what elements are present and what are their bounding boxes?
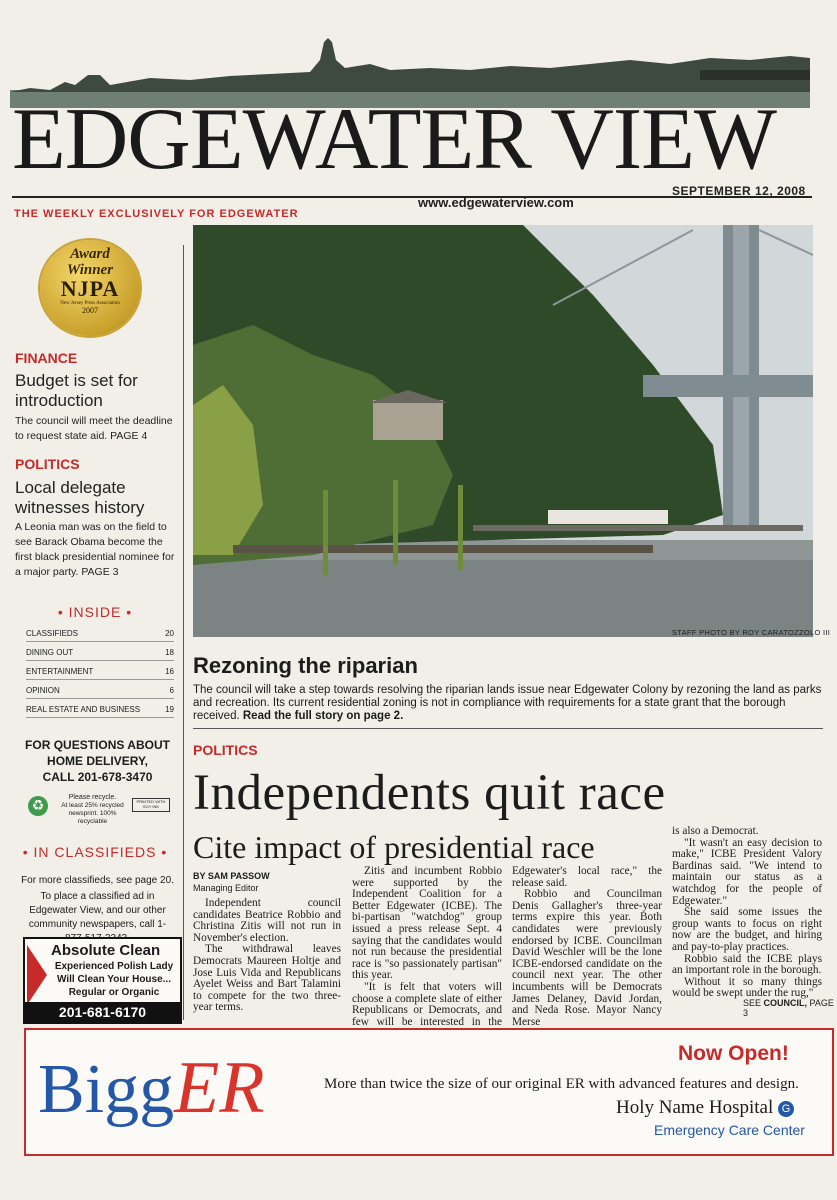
story-section: POLITICS xyxy=(193,742,258,758)
column-divider xyxy=(183,245,184,1020)
inside-item-page: 6 xyxy=(169,686,174,695)
delivery-line3: CALL 201-678-3470 xyxy=(42,770,153,784)
inside-item-label: OPINION xyxy=(26,686,60,695)
hospital-ad[interactable] xyxy=(24,1028,834,1156)
see-prefix: SEE xyxy=(743,998,762,1008)
classifieds-body1: For more classifieds, see page 20. xyxy=(21,875,174,886)
absolute-clean-title: Absolute Clean xyxy=(51,942,161,959)
inside-item-label: ENTERTAINMENT xyxy=(26,667,94,676)
see-page: PAGE 3 xyxy=(743,998,834,1018)
byline-author: BY SAM PASSOW xyxy=(193,871,270,881)
delivery-line1: FOR QUESTIONS ABOUT xyxy=(25,738,170,752)
inside-index xyxy=(26,623,174,718)
story-paragraph: She said some issues the group wants to focus on right now are the budget, and hiring and pay-to-play practices. xyxy=(672,906,822,953)
sidebar-finance-section: FINANCE xyxy=(15,350,78,366)
masthead-url[interactable]: www.edgewaterview.com xyxy=(418,195,574,210)
inside-item[interactable] xyxy=(26,642,174,661)
now-open-label: Now Open! xyxy=(678,1042,789,1065)
masthead-tagline: THE WEEKLY EXCLUSIVELY FOR EDGEWATER xyxy=(14,208,299,220)
recycle-line1: Please recycle. xyxy=(68,794,117,801)
inside-item-page: 18 xyxy=(165,648,174,657)
story-divider xyxy=(193,728,823,729)
award-orgfull: New Jersey Press Association xyxy=(60,301,120,306)
inside-item-page: 20 xyxy=(165,629,174,638)
classifieds-title-text: IN CLASSIFIEDS xyxy=(33,844,157,860)
inside-title-text: INSIDE xyxy=(68,604,122,620)
story-column-4 xyxy=(672,826,822,1000)
award-line2: Winner xyxy=(66,262,114,278)
photo-caption-text: The council will take a step towards resolving the riparian lands issue near Edgewater Colony by rezoning the land as parks and recreation. Its current residential zoning is not in compliance with requirements for a state grant that the borough received. xyxy=(193,684,822,722)
story-byline xyxy=(193,870,270,894)
story-subhead: Cite impact of presidential race xyxy=(193,829,595,865)
classifieds-body2: To place a classified ad in Edgewater View, and our other community newspapers, call 1- xyxy=(28,891,167,930)
story-column-2 xyxy=(352,866,502,1040)
story-paragraph: "It wasn't an easy decision to make," ICBE President Valory Bardinas said. "We intend to maintain our status as a watchdog for the people of Edgewater." xyxy=(672,836,822,907)
photo-headline[interactable]: Rezoning the riparian xyxy=(193,653,418,678)
inside-item-label: CLASSIFIEDS xyxy=(26,629,79,638)
award-org: NJPA xyxy=(60,276,120,301)
soy-ink-logo xyxy=(132,798,170,812)
story-paragraph: "It is felt that voters will choose a complete slate of either Republicans or Democrats, and few will be interested in the xyxy=(352,980,502,1028)
story-paragraph: Robbio and Councilman Denis Gallagher's three-year terms expire this year. Both candidates were previously endorsed by ICBE. Councilman David Weschler will be the lone ICBE-endorsed candidate on the council next year. The other incumbents will be Democrats James Delaney, David Jordan, and Neda Rose. Mayor Nancy Merse xyxy=(512,888,662,1028)
hospital-name-text: Holy Name Hospital xyxy=(616,1097,774,1118)
story-paragraph: Independent council candidates Beatrice Robbio and Christina Zitis will not run in November's election. xyxy=(193,897,341,944)
delivery-line2: HOME DELIVERY, xyxy=(47,754,148,768)
inside-item-label: DINING OUT xyxy=(26,648,74,657)
hospital-logo-icon: G xyxy=(778,1101,794,1117)
sidebar-finance-headline[interactable]: Budget is set for introduction xyxy=(15,371,138,410)
story-paragraph: Edgewater's local race," the release said. xyxy=(512,865,662,889)
riparian-photo xyxy=(193,225,813,637)
er-text: ER xyxy=(174,1047,265,1129)
ad-tagline: More than twice the size of our original ER with advanced features and design. xyxy=(324,1076,799,1092)
delivery-info xyxy=(15,737,180,785)
recycle-note xyxy=(55,794,130,826)
bigger-logo xyxy=(38,1048,265,1130)
recycle-line2: At least 25% recycled xyxy=(61,802,124,809)
story-column-1 xyxy=(193,898,341,1014)
bigg-text: Bigg xyxy=(38,1051,175,1128)
classifieds-title: • IN CLASSIFIEDS • xyxy=(22,844,168,860)
photo-caption xyxy=(193,684,823,723)
story-paragraph: is also a Democrat. xyxy=(672,825,759,837)
inside-item[interactable] xyxy=(26,623,174,642)
see-council-jump[interactable] xyxy=(743,998,837,1018)
story-paragraph: Robbio said the ICBE plays an important role in the borough. xyxy=(672,952,822,977)
inside-item-page: 16 xyxy=(165,667,174,676)
inside-item[interactable] xyxy=(26,699,174,718)
absolute-clean-ad[interactable] xyxy=(23,937,182,1024)
inside-title: • INSIDE • xyxy=(57,604,133,620)
story-paragraph: Without it so many things would be swept under the rug," xyxy=(672,975,822,1000)
issue-date: SEPTEMBER 12, 2008 xyxy=(672,184,806,198)
inside-item[interactable] xyxy=(26,661,174,680)
soy-ink-text: PRINTED WITH SOY INK xyxy=(136,799,166,809)
absolute-clean-line1: Experienced Polish Lady xyxy=(54,961,174,972)
inside-item[interactable] xyxy=(26,680,174,699)
emergency-care-center: Emergency Care Center xyxy=(654,1122,805,1138)
story-paragraph: Zitis and incumbent Robbio were supported by the Independent Coalition for a Better Edgewater (ICBE). The bi-partisan "watchdog" group issued a press release Sept. 4 saying that the candidates would not run because the presidential race is "so passionately partisan" this year. xyxy=(352,865,502,982)
sidebar-politics-body: A Leonia man was on the field to see Barack Obama become the first black presidential nominee for a major party. PAGE 3 xyxy=(15,521,175,578)
absolute-clean-phone: 201-681-6170 xyxy=(25,1002,180,1022)
hospital-name xyxy=(616,1097,794,1119)
story-column-3 xyxy=(512,866,662,1028)
photo-caption-link[interactable]: Read the full story on page 2. xyxy=(242,710,404,722)
award-line1: Award xyxy=(70,246,110,262)
recycle-line3: newsprint. 100% recyclable xyxy=(68,810,117,825)
story-paragraph: The withdrawal leaves Democrats Maureen Holtje and Jose Luis Vida and Republicans Ayelet Weiss and Bart Talamini to compete for the two three-year terms. xyxy=(193,943,341,1014)
see-target: COUNCIL, xyxy=(763,998,808,1008)
recycle-icon: ♻ xyxy=(28,796,48,816)
sidebar-finance-body: The council will meet the deadline to request state aid. PAGE 4 xyxy=(15,415,173,442)
absolute-clean-line2: Will Clean Your House... xyxy=(56,974,171,985)
photo-credit: STAFF PHOTO BY ROY CARATOZZOLO III xyxy=(672,628,831,637)
sidebar-politics-headline[interactable]: Local delegate witnesses history xyxy=(15,478,145,517)
masthead-title: EDGEWATER VIEW xyxy=(12,91,776,188)
inside-item-page: 19 xyxy=(165,705,174,714)
absolute-clean-line3: Regular or Organic xyxy=(68,987,160,998)
sidebar-politics-section: POLITICS xyxy=(15,456,80,472)
award-seal xyxy=(40,240,140,336)
award-year: 2007 xyxy=(82,306,98,315)
story-headline[interactable]: Independents quit race xyxy=(193,765,666,821)
inside-item-label: REAL ESTATE AND BUSINESS xyxy=(26,705,141,714)
arrow-icon xyxy=(27,945,47,1005)
byline-role: Managing Editor xyxy=(193,883,259,893)
